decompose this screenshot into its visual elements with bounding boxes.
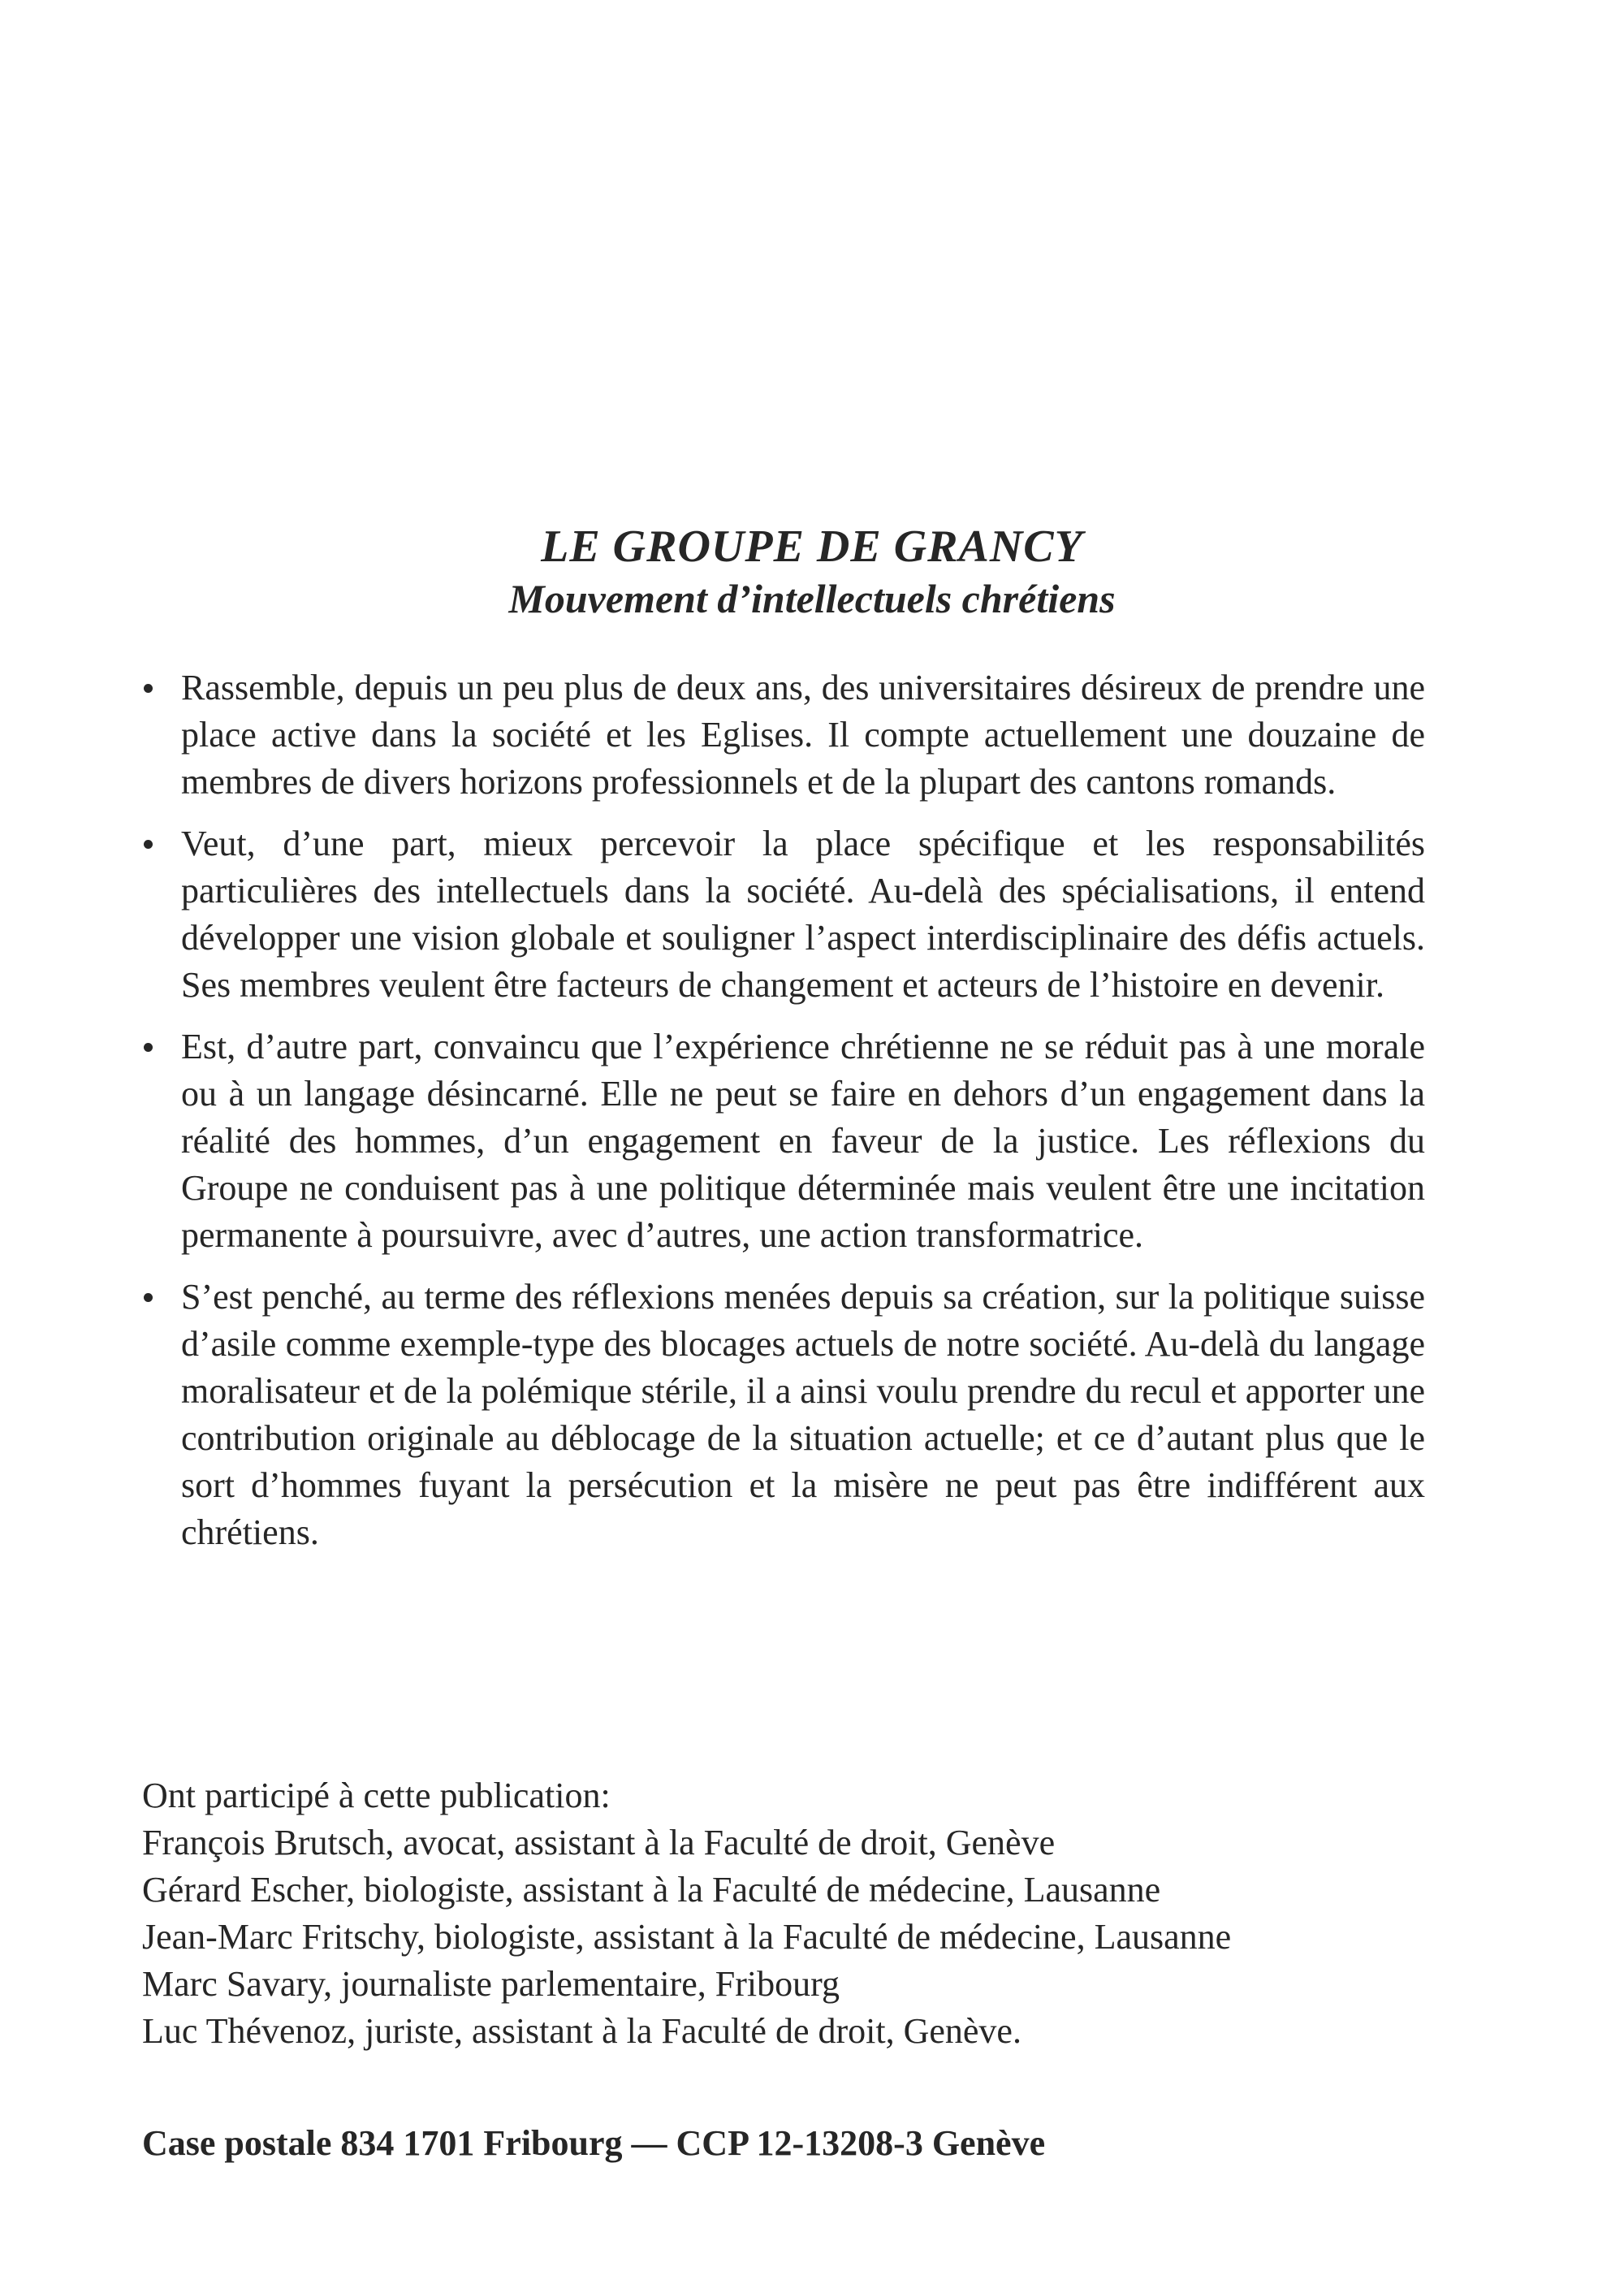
- page-title: LE GROUPE DE GRANCY: [541, 521, 1083, 572]
- participant-entry: Gérard Escher, biologiste, assistant à la Faculté de médecine, Lausanne: [142, 1870, 1161, 1910]
- participant-entry: Marc Savary, journaliste parlementaire, Fribourg: [142, 1964, 840, 2004]
- bullet-item: [142, 664, 1425, 806]
- bullet-text: Est, d’autre part, convaincu que l’expérience chrétienne ne se réduit pas à une morale ou à un langage désincarné. Elle ne peut se faire en dehors d’un engagement dans la réalité des hommes, d’un engagement en faveur de la justice. Les réflexions du Groupe ne conduisent pas à une politique déterminée mais veulent être une incitation permanente à poursuivre, avec d’autres, une action transformatrice.: [181, 1027, 1425, 1255]
- bullet-text: Rassemble, depuis un peu plus de deux ans, des universitaires désireux de prendre une place active dans la société et les Eglises. Il compte actuellement une douzaine de membres de divers horizons professionnels et de la plupart des cantons romands.: [181, 668, 1425, 802]
- participants-block: [142, 1772, 1425, 2055]
- bullet-icon: [144, 684, 153, 693]
- bullet-item: [142, 1023, 1425, 1259]
- participant-entry: Jean-Marc Fritschy, biologiste, assistant à la Faculté de médecine, Lausanne: [142, 1917, 1232, 1957]
- heading-block: [0, 520, 1624, 624]
- participant-entry: Luc Thévenoz, juriste, assistant à la Faculté de droit, Genève.: [142, 2011, 1021, 2051]
- participants-intro: Ont participé à cette publication:: [142, 1776, 611, 1815]
- bullet-item: [142, 820, 1425, 1009]
- bullet-icon: [144, 1043, 153, 1052]
- bullet-icon: [144, 840, 153, 849]
- bullet-list: [142, 664, 1425, 1571]
- participant-entry: François Brutsch, avocat, assistant à la Faculté de droit, Genève: [142, 1823, 1056, 1862]
- page-subtitle: Mouvement d’intellectuels chrétiens: [508, 576, 1116, 621]
- bullet-item: [142, 1274, 1425, 1556]
- contact-footer: Case postale 834 1701 Fribourg — CCP 12-13208-3 Genève: [142, 2123, 1046, 2163]
- bullet-text: S’est penché, au terme des réflexions menées depuis sa création, sur la politique suisse d’asile comme exemple-type des blocages actuels de notre société. Au-delà du langage moralisateur et de la polémique stérile, il a ainsi voulu prendre du recul et apporter une contribution originale au déblocage de la situation actuelle; et ce d’autant plus que le sort d’hommes fuyant la persécution et la misère ne peut pas être indifférent aux chrétiens.: [181, 1277, 1425, 1552]
- bullet-icon: [144, 1293, 153, 1302]
- bullet-text: Veut, d’une part, mieux percevoir la place spécifique et les responsabilités particulières des intellectuels dans la société. Au-delà des spécialisations, il entend développer une vision globale et souligner l’aspect interdisciplinaire des défis actuels. Ses membres veulent être facteurs de changement et acteurs de l’histoire en devenir.: [181, 824, 1425, 1005]
